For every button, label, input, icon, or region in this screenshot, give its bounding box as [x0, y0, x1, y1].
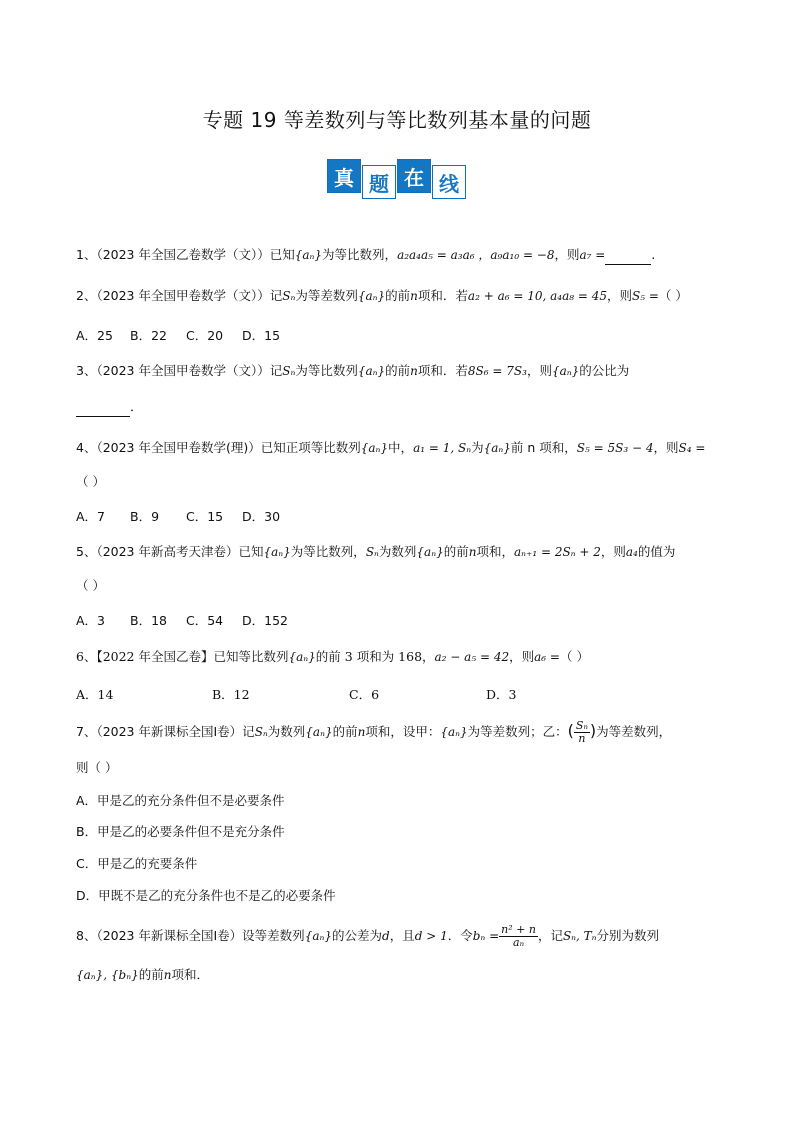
q2-option-a: A．25 [76, 328, 113, 343]
q6-option-b: B．12 [212, 687, 250, 702]
q4-option-a: A．7 [76, 509, 106, 524]
question-4: 4、（2023 年全国甲卷数学(理)）已知正项等比数列{aₙ}中，a₁ = 1, Sₙ为{aₙ}前 n 项和，S₅ = 5S₃ − 4，则S₄ = [76, 440, 706, 455]
q5-option-b: B．18 [130, 613, 167, 628]
answer-blank [605, 246, 651, 265]
question-3-line-2: ． [76, 398, 143, 417]
q7-option-a: A．甲是乙的充分条件但不是必要条件 [76, 793, 285, 808]
question-8: 8、（2023 年新课标全国Ⅰ卷）设等差数列{aₙ}的公差为d，且d > 1．令bₙ = $\frac{\text{n² + n}}{\text{aₙ}}$ ，记Sₙ, Tₙ分别为数列 [76, 923, 660, 949]
q5-option-a: A．3 [76, 613, 106, 628]
question-1: 1、（2023 年全国乙卷数学（文））已知{aₙ}为等比数列，a₂a₄a₅ = a₃a₆ ，a₉a₁₀ = −8，则a₇ = . [76, 246, 655, 265]
logo-char-1: 真 [327, 159, 361, 193]
question-3: 3、（2023 年全国甲卷数学（文））记Sₙ为等比数列{aₙ}的前n项和．若8S₆ = 7S₃，则{aₙ}的公比为 [76, 363, 630, 378]
answer-blank [76, 398, 130, 417]
question-5: 5、（2023 年新高考天津卷）已知{aₙ}为等比数列，Sₙ为数列{aₙ}的前n项和，aₙ₊₁ = 2Sₙ + 2，则a₄的值为 [76, 544, 676, 559]
q2-option-d: D．15 [242, 328, 281, 343]
zhenti-zaixian-logo [327, 157, 467, 197]
question-7-line-2: 则（ ） [76, 760, 118, 775]
question-2: 2、（2023 年全国甲卷数学（文））记Sₙ为等差数列{aₙ}的前n项和．若a₂ + a₆ = 10, a₄a₈ = 45，则S₅ =（ ） [76, 288, 688, 303]
q5-option-d: D．152 [242, 613, 288, 628]
logo-char-3: 在 [397, 159, 431, 193]
fraction-n2-plus-n-over-an: $\frac{\text{n² + n}}{\text{aₙ}}$ [501, 923, 536, 949]
q7-option-c: C．甲是乙的充要条件 [76, 856, 198, 871]
logo-char-4: 线 [432, 165, 466, 199]
q4-option-b: B．9 [130, 509, 160, 524]
q7-option-d: D．甲既不是乙的充分条件也不是乙的必要条件 [76, 888, 336, 903]
question-6: 6、【2022 年全国乙卷】已知等比数列{aₙ}的前 3 项和为 168，a₂ − a₅ = 42，则a₆ =（ ） [76, 649, 589, 664]
page-title: 专题 19 等差数列与等比数列基本量的问题 [202, 108, 592, 132]
q6-option-a: A．14 [76, 687, 114, 702]
q5-option-c: C．54 [186, 613, 224, 628]
q7-option-b: B．甲是乙的必要条件但不是充分条件 [76, 824, 285, 839]
q2-option-b: B．22 [130, 328, 167, 343]
q4-option-c: C．15 [186, 509, 224, 524]
q6-option-c: C．6 [349, 687, 380, 702]
q2-option-c: C．20 [186, 328, 224, 343]
q6-option-d: D．3 [486, 687, 517, 702]
logo-char-2: 题 [362, 165, 396, 199]
question-4-paren: （ ） [76, 474, 105, 489]
q4-option-d: D．30 [242, 509, 281, 524]
question-7: 7、（2023 年新课标全国Ⅰ卷）记Sₙ为数列{aₙ}的前n项和，设甲：{aₙ}为等差数列；乙：( $\frac{\text{Sₙ}}{n}$ )为等差数列， [76, 719, 672, 745]
question-8-line-2: {aₙ}, {bₙ}的前n项和． [76, 967, 209, 982]
question-5-paren: （ ） [76, 578, 105, 593]
fraction-sn-over-n: $\frac{\text{Sₙ}}{n}$ [575, 719, 588, 745]
